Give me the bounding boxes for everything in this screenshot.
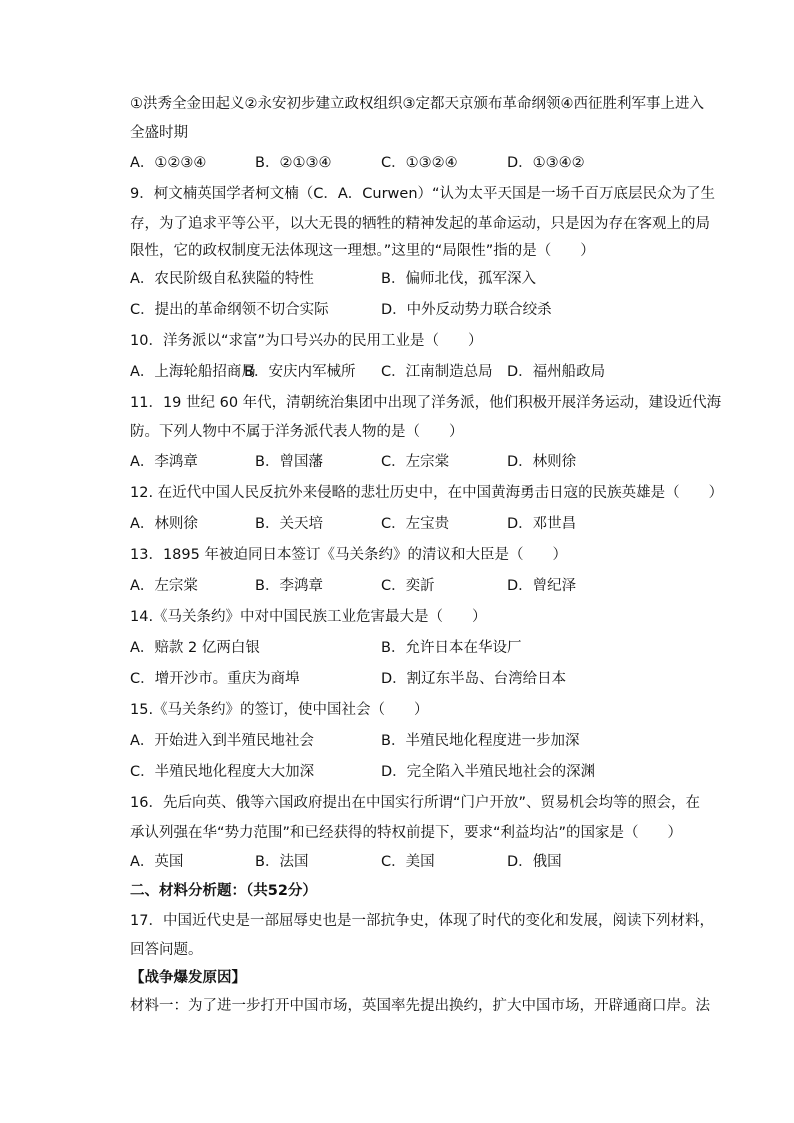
q13-option-c: C．奕訢 [381, 578, 435, 594]
q11-stem-line2: 防。下列人物中不属于洋务派代表人物的是（ ） [130, 424, 464, 440]
q9-options-row1 [130, 269, 710, 289]
q15-stem: 15.《马关条约》的签订，使中国社会（ ） [130, 702, 429, 718]
q11-option-a: A．李鸿章 [130, 454, 198, 470]
q17-subsection-title: 【战争爆发原因】 [130, 970, 246, 986]
q17-stem-line1: 17．中国近代史是一部屈辱史也是一部抗争史，体现了时代的变化和发展，阅读下列材料， [130, 913, 714, 929]
q14-option-c: C．增开沙市。重庆为商埠 [130, 671, 300, 687]
q15-option-a: A．开始进入到半殖民地社会 [130, 733, 314, 749]
q16-option-c: C．美国 [381, 854, 435, 870]
q10-option-c: C．江南制造总局 [381, 364, 493, 380]
q12-stem: 12. 在近代中国人民反抗外来侵略的悲壮历史中，在中国黄海勇击日寇的民族英雄是（ ） [130, 485, 724, 501]
q9-option-d: D．中外反动势力联合绞杀 [381, 302, 552, 318]
q8-option-b: B．②①③④ [255, 155, 332, 171]
q9-option-c: C．提出的革命纲领不切合实际 [130, 302, 329, 318]
q16-option-b: B．法国 [255, 854, 309, 870]
q10-option-d: D．福州船政局 [507, 364, 606, 380]
q10-option-b: B．安庆内军械所 [244, 364, 356, 380]
q12-options [130, 514, 710, 534]
q17-material-line1: 材料一：为了进一步打开中国市场，英国率先提出换约，扩大中国市场，开辟通商口岸。法 [130, 998, 710, 1014]
q12-option-d: D．邓世昌 [507, 516, 577, 532]
q16-stem-line1: 16．先后向英、俄等六国政府提出在中国实行所谓“门户开放”、贸易机会均等的照会，在 [130, 795, 700, 811]
q11-option-d: D．林则徐 [507, 454, 577, 470]
q10-option-a: A．上海轮船招商局 [130, 364, 256, 380]
q12-option-a: A．林则徐 [130, 516, 198, 532]
q14-option-b: B．允许日本在华设厂 [381, 640, 522, 656]
q16-option-d: D．俄国 [507, 854, 562, 870]
q16-options [130, 852, 710, 872]
q9-stem-line1: 9．柯文楠英国学者柯文楠（C．A．Curwen）“认为太平天国是一场千百万底层民众为了生 [130, 186, 716, 202]
q9-stem-line2: 存，为了追求平等公平，以大无畏的牺牲的精神发起的革命运动，只是因为存在客观上的局 [130, 216, 710, 232]
q8-option-c: C．①③②④ [381, 155, 458, 171]
q10-stem: 10．洋务派以“求富”为口号兴办的民用工业是（ ） [130, 333, 483, 349]
q14-option-a: A．赔款 2 亿两白银 [130, 640, 260, 656]
q8-options [130, 153, 710, 173]
q9-options-row2 [130, 300, 710, 320]
section-2-title: 二、材料分析题：（共52分） [130, 883, 317, 899]
q11-stem-line1: 11．19 世纪 60 年代，清朝统治集团中出现了洋务派，他们积极开展洋务运动，建设近代海 [130, 395, 722, 411]
q11-option-c: C．左宗棠 [381, 454, 450, 470]
q8-option-d: D．①③④② [507, 155, 585, 171]
q13-stem: 13．1895 年被迫同日本签订《马关条约》的清议和大臣是（ ） [130, 547, 567, 563]
q13-option-d: D．曾纪泽 [507, 578, 577, 594]
q8-option-a: A．①②③④ [130, 155, 207, 171]
q14-stem: 14.《马关条约》中对中国民族工业危害最大是（ ） [130, 609, 487, 625]
q11-options [130, 452, 710, 472]
q15-option-d: D．完全陷入半殖民地社会的深渊 [381, 764, 596, 780]
q8-stem-line2: 全盛时期 [130, 125, 188, 141]
q14-options-row2 [130, 669, 710, 689]
q15-options-row2 [130, 762, 710, 782]
q14-option-d: D．割辽东半岛、台湾给日本 [381, 671, 567, 687]
q15-options-row1 [130, 731, 710, 751]
q8-stem-line1: ①洪秀全金田起义②永安初步建立政权组织③定都天京颁布革命纲领④西征胜利军事上进入 [130, 96, 704, 112]
q14-options-row1 [130, 638, 710, 658]
q9-option-b: B．偏师北伐，孤军深入 [381, 271, 536, 287]
q12-option-c: C．左宝贵 [381, 516, 450, 532]
q9-option-a: A．农民阶级自私狭隘的特性 [130, 271, 314, 287]
q10-options [130, 362, 710, 382]
q16-option-a: A．英国 [130, 854, 184, 870]
q9-stem-line3: 限性，它的政权制度无法体现这一理想。”这里的“局限性”指的是（ ） [130, 243, 595, 259]
q17-stem-line2: 回答问题。 [130, 942, 203, 958]
q15-option-c: C．半殖民地化程度大大加深 [130, 764, 315, 780]
q12-option-b: B．关天培 [255, 516, 323, 532]
q13-option-a: A．左宗棠 [130, 578, 198, 594]
q15-option-b: B．半殖民地化程度进一步加深 [381, 733, 580, 749]
q13-option-b: B．李鸿章 [255, 578, 323, 594]
q16-stem-line2: 承认列强在华“势力范围”和已经获得的特权前提下，要求“利益均沾”的国家是（ ） [130, 825, 683, 841]
q11-option-b: B．曾国藩 [255, 454, 323, 470]
q13-options [130, 576, 710, 596]
